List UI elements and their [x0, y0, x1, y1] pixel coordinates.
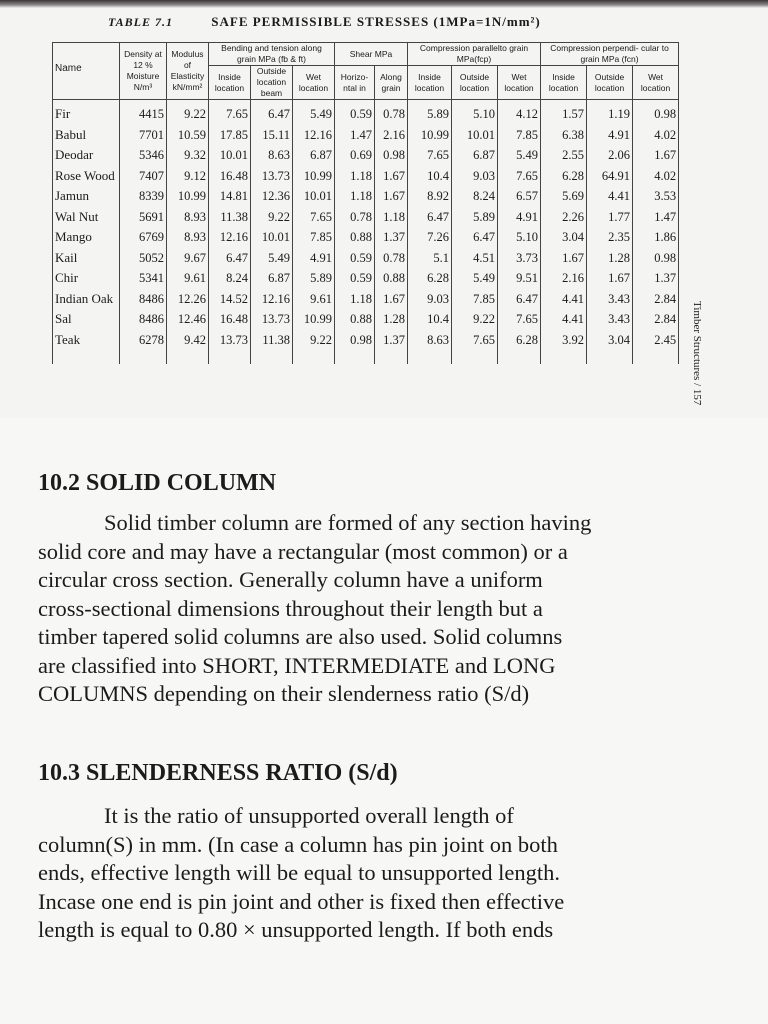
table-row [53, 100, 679, 125]
value-cell: 5.49 [498, 145, 541, 166]
value-cell: 0.88 [335, 309, 375, 330]
value-cell: 5.10 [452, 100, 498, 125]
value-cell: 14.81 [209, 186, 251, 207]
value-cell: 7.85 [293, 227, 335, 248]
value-cell: 5.49 [251, 248, 293, 269]
value-cell: 4.02 [633, 125, 679, 146]
value-cell: 64.91 [587, 166, 633, 187]
value-cell: 0.59 [335, 248, 375, 269]
value-cell: 0.98 [335, 330, 375, 365]
value-cell: 0.59 [335, 100, 375, 125]
value-cell: 0.98 [633, 248, 679, 269]
table-row [53, 309, 679, 330]
value-cell: 13.73 [209, 330, 251, 365]
value-cell: 6.47 [209, 248, 251, 269]
value-cell: 6.28 [541, 166, 587, 187]
value-cell: 9.03 [408, 289, 452, 310]
value-cell: 1.86 [633, 227, 679, 248]
value-cell: 10.01 [452, 125, 498, 146]
value-cell: 3.04 [541, 227, 587, 248]
value-cell: 6.57 [498, 186, 541, 207]
value-cell: 2.55 [541, 145, 587, 166]
value-cell: 4.12 [498, 100, 541, 125]
table-row [53, 166, 679, 187]
section-10-2-heading: 10.2 SOLID COLUMN [38, 470, 277, 496]
section-10-3-heading: 10.3 SLENDERNESS RATIO (S/d) [38, 760, 398, 786]
value-cell: 5.49 [293, 100, 335, 125]
value-cell: 7.65 [408, 145, 452, 166]
header-cn-outside: Outside location [587, 66, 633, 100]
wood-name-cell: Deodar [53, 145, 120, 166]
value-cell: 4.91 [587, 125, 633, 146]
wood-name-cell: Mango [53, 227, 120, 248]
value-cell: 6.28 [408, 268, 452, 289]
value-cell: 5691 [120, 207, 167, 228]
value-cell: 4.91 [293, 248, 335, 269]
value-cell: 10.4 [408, 166, 452, 187]
header-shear-along: Along grain [375, 66, 408, 100]
value-cell: 1.67 [587, 268, 633, 289]
value-cell: 4.41 [541, 309, 587, 330]
table-title [108, 14, 541, 30]
value-cell: 4.41 [541, 289, 587, 310]
value-cell: 0.88 [375, 268, 408, 289]
header-modulus: Modulus of Elasticity kN/mm² [167, 43, 209, 100]
value-cell: 0.69 [335, 145, 375, 166]
value-cell: 8486 [120, 309, 167, 330]
value-cell: 0.78 [335, 207, 375, 228]
value-cell: 2.84 [633, 289, 679, 310]
value-cell: 1.28 [375, 309, 408, 330]
wood-name-cell: Rose Wood [53, 166, 120, 187]
value-cell: 10.99 [293, 166, 335, 187]
text-line: are classified into SHORT, INTERMEDIATE and LONG [38, 652, 556, 678]
value-cell: 7.65 [293, 207, 335, 228]
value-cell: 4.51 [452, 248, 498, 269]
value-cell: 7701 [120, 125, 167, 146]
value-cell: 1.18 [335, 166, 375, 187]
wood-name-cell: Jamun [53, 186, 120, 207]
value-cell: 12.16 [293, 125, 335, 146]
value-cell: 1.67 [375, 166, 408, 187]
header-bend-inside: Inside location [209, 66, 251, 100]
value-cell: 11.38 [209, 207, 251, 228]
text-line: COLUMNS depending on their slenderness ratio (S/d) [38, 681, 530, 706]
value-cell: 9.32 [167, 145, 209, 166]
value-cell: 12.16 [209, 227, 251, 248]
value-cell: 4.02 [633, 166, 679, 187]
value-cell: 10.99 [408, 125, 452, 146]
value-cell: 9.42 [167, 330, 209, 365]
text-line: cross-sectional dimensions throughout their length but a [38, 595, 543, 621]
header-shear: Shear MPa [335, 43, 408, 66]
value-cell: 8.24 [452, 186, 498, 207]
value-cell: 12.36 [251, 186, 293, 207]
side-page-caption: Timber Structures / 157 [691, 300, 703, 406]
value-cell: 2.84 [633, 309, 679, 330]
value-cell: 9.12 [167, 166, 209, 187]
text-line: ends, effective length will be equal to unsupported length. [38, 860, 560, 885]
value-cell: 8486 [120, 289, 167, 310]
header-compression-parallel: Compression parallelto grain MPa(fcp) [408, 43, 541, 66]
value-cell: 8.24 [209, 268, 251, 289]
value-cell: 9.51 [498, 268, 541, 289]
value-cell: 10.4 [408, 309, 452, 330]
value-cell: 1.37 [375, 330, 408, 365]
table-row [53, 330, 679, 365]
text-line: solid core and may have a rectangular (most common) or a [38, 538, 568, 564]
value-cell: 8.92 [408, 186, 452, 207]
value-cell: 4.91 [498, 207, 541, 228]
value-cell: 1.67 [541, 248, 587, 269]
value-cell: 2.06 [587, 145, 633, 166]
text-line: Incase one end is pin joint and other is fixed then effective [38, 888, 565, 914]
value-cell: 2.45 [633, 330, 679, 365]
value-cell: 5.89 [408, 100, 452, 125]
value-cell: 2.26 [541, 207, 587, 228]
value-cell: 7.85 [452, 289, 498, 310]
table-row [53, 186, 679, 207]
text-line: length is equal to 0.80 × unsupported length. If both ends [38, 917, 554, 942]
value-cell: 12.26 [167, 289, 209, 310]
value-cell: 1.57 [541, 100, 587, 125]
table-row [53, 207, 679, 228]
value-cell: 1.47 [335, 125, 375, 146]
value-cell: 9.22 [293, 330, 335, 365]
table-heading: SAFE PERMISSIBLE STRESSES (1MPa=1N/mm²) [211, 14, 541, 29]
header-density: Density at 12 % Moisture N/m³ [120, 43, 167, 100]
wood-name-cell: Fir [53, 100, 120, 125]
value-cell: 1.67 [375, 289, 408, 310]
value-cell: 7.85 [498, 125, 541, 146]
value-cell: 9.67 [167, 248, 209, 269]
value-cell: 6.28 [498, 330, 541, 365]
value-cell: 7.65 [209, 100, 251, 125]
value-cell: 10.01 [209, 145, 251, 166]
value-cell: 6.47 [452, 227, 498, 248]
value-cell: 16.48 [209, 166, 251, 187]
value-cell: 6.87 [293, 145, 335, 166]
value-cell: 1.18 [335, 289, 375, 310]
value-cell: 5052 [120, 248, 167, 269]
value-cell: 10.99 [293, 309, 335, 330]
table-row [53, 125, 679, 146]
value-cell: 1.37 [375, 227, 408, 248]
value-cell: 10.99 [167, 186, 209, 207]
section-10-2-body [38, 509, 748, 709]
wood-name-cell: Babul [53, 125, 120, 146]
header-cp-outside: Outside location [452, 66, 498, 100]
value-cell: 7407 [120, 166, 167, 187]
value-cell: 10.59 [167, 125, 209, 146]
wood-name-cell: Chir [53, 268, 120, 289]
value-cell: 5.69 [541, 186, 587, 207]
value-cell: 8.63 [408, 330, 452, 365]
value-cell: 1.37 [633, 268, 679, 289]
wood-name-cell: Teak [53, 330, 120, 365]
value-cell: 12.16 [251, 289, 293, 310]
table-body [53, 100, 679, 365]
value-cell: 3.53 [633, 186, 679, 207]
value-cell: 6278 [120, 330, 167, 365]
value-cell: 6.87 [452, 145, 498, 166]
value-cell: 1.18 [335, 186, 375, 207]
wood-name-cell: Kail [53, 248, 120, 269]
value-cell: 0.98 [375, 145, 408, 166]
value-cell: 14.52 [209, 289, 251, 310]
header-cn-wet: Wet location [633, 66, 679, 100]
value-cell: 3.73 [498, 248, 541, 269]
header-cn-inside: Inside location [541, 66, 587, 100]
value-cell: 2.16 [375, 125, 408, 146]
value-cell: 1.67 [633, 145, 679, 166]
value-cell: 3.43 [587, 309, 633, 330]
value-cell: 1.28 [587, 248, 633, 269]
value-cell: 6.47 [408, 207, 452, 228]
value-cell: 9.22 [251, 207, 293, 228]
wood-name-cell: Sal [53, 309, 120, 330]
value-cell: 5.89 [293, 268, 335, 289]
value-cell: 11.38 [251, 330, 293, 365]
value-cell: 8.63 [251, 145, 293, 166]
table-row [53, 289, 679, 310]
value-cell: 3.92 [541, 330, 587, 365]
value-cell: 5341 [120, 268, 167, 289]
value-cell: 13.73 [251, 166, 293, 187]
page-top-edge [0, 0, 768, 8]
wood-name-cell: Wal Nut [53, 207, 120, 228]
value-cell: 6769 [120, 227, 167, 248]
value-cell: 5.89 [452, 207, 498, 228]
value-cell: 5.1 [408, 248, 452, 269]
value-cell: 7.26 [408, 227, 452, 248]
header-shear-horizontal: Horizo- ntal in [335, 66, 375, 100]
header-cp-wet: Wet location [498, 66, 541, 100]
value-cell: 1.18 [375, 207, 408, 228]
value-cell: 10.01 [251, 227, 293, 248]
value-cell: 1.77 [587, 207, 633, 228]
value-cell: 6.87 [251, 268, 293, 289]
value-cell: 0.88 [335, 227, 375, 248]
value-cell: 6.47 [251, 100, 293, 125]
value-cell: 1.47 [633, 207, 679, 228]
value-cell: 3.04 [587, 330, 633, 365]
text-line: timber tapered solid columns are also used. Solid columns [38, 624, 563, 649]
value-cell: 5.10 [498, 227, 541, 248]
value-cell: 0.78 [375, 100, 408, 125]
table-number: TABLE 7.1 [108, 15, 174, 29]
header-bending: Bending and tension along grain MPa (fb & ft) [209, 43, 335, 66]
value-cell: 10.01 [293, 186, 335, 207]
table-row [53, 227, 679, 248]
header-compression-perpendicular: Compression perpendi- cular to grain MPa (fcn) [541, 43, 679, 66]
text-line: circular cross section. Generally column have a uniform [38, 567, 543, 592]
value-cell: 8.93 [167, 227, 209, 248]
value-cell: 9.61 [293, 289, 335, 310]
header-bend-wet: Wet location [293, 66, 335, 100]
value-cell: 9.22 [167, 100, 209, 125]
value-cell: 1.19 [587, 100, 633, 125]
wood-name-cell: Indian Oak [53, 289, 120, 310]
value-cell: 3.43 [587, 289, 633, 310]
header-bend-outside: Outside location beam [251, 66, 293, 100]
value-cell: 13.73 [251, 309, 293, 330]
value-cell: 0.98 [633, 100, 679, 125]
value-cell: 9.03 [452, 166, 498, 187]
safe-stress-table [52, 42, 679, 364]
value-cell: 4415 [120, 100, 167, 125]
value-cell: 5346 [120, 145, 167, 166]
value-cell: 0.78 [375, 248, 408, 269]
table-row [53, 145, 679, 166]
value-cell: 7.65 [498, 166, 541, 187]
value-cell: 17.85 [209, 125, 251, 146]
value-cell: 2.16 [541, 268, 587, 289]
value-cell: 7.65 [452, 330, 498, 365]
header-cp-inside: Inside location [408, 66, 452, 100]
value-cell: 12.46 [167, 309, 209, 330]
header-name: Name [53, 43, 120, 100]
table-row [53, 268, 679, 289]
value-cell: 1.67 [375, 186, 408, 207]
value-cell: 9.61 [167, 268, 209, 289]
value-cell: 9.22 [452, 309, 498, 330]
table-row [53, 248, 679, 269]
value-cell: 5.49 [452, 268, 498, 289]
value-cell: 15.11 [251, 125, 293, 146]
value-cell: 6.38 [541, 125, 587, 146]
value-cell: 4.41 [587, 186, 633, 207]
text-line: Solid timber column are formed of any section having [104, 510, 592, 535]
value-cell: 6.47 [498, 289, 541, 310]
text-line: It is the ratio of unsupported overall length of [104, 803, 514, 828]
text-line: column(S) in mm. (In case a column has pin joint on both [38, 831, 558, 857]
value-cell: 7.65 [498, 309, 541, 330]
value-cell: 0.59 [335, 268, 375, 289]
value-cell: 8.93 [167, 207, 209, 228]
value-cell: 2.35 [587, 227, 633, 248]
value-cell: 8339 [120, 186, 167, 207]
section-10-3-body [38, 802, 748, 945]
value-cell: 16.48 [209, 309, 251, 330]
